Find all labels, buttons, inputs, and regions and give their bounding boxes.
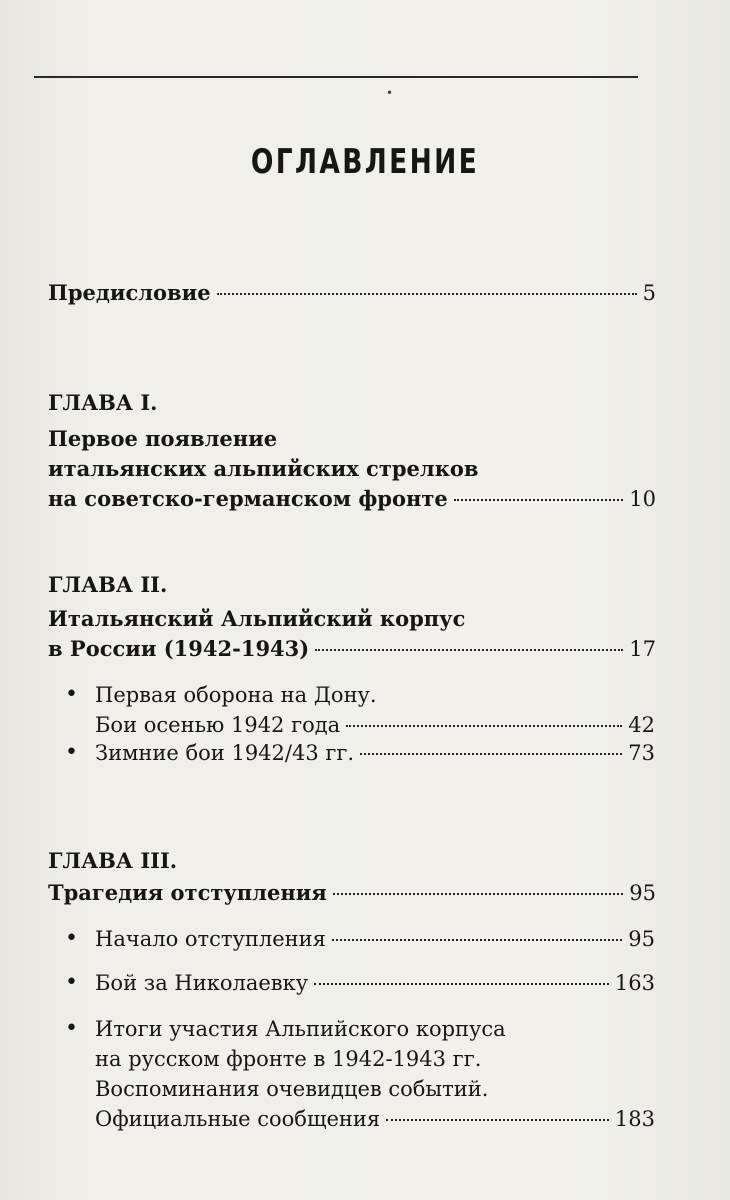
chapter-label-2: ГЛАВА II. (48, 572, 168, 597)
page-number: 183 (614, 1107, 655, 1131)
entry-title: Бои осенью 1942 года (95, 713, 341, 737)
leader-dots (314, 983, 609, 985)
bullet-icon: • (65, 970, 78, 995)
entry-line: на русском фронте в 1942-1943 гг. (95, 1047, 482, 1071)
page-number: 42 (628, 713, 655, 737)
toc-title: ОГЛАВЛЕНИЕ (250, 142, 480, 182)
page-number: 5 (642, 281, 656, 305)
leader-dots (315, 649, 623, 651)
toc-entry-chapter-3[interactable] (48, 878, 656, 908)
entry-line: итальянских альпийских стрелков (48, 456, 479, 481)
bullet-icon: • (65, 1016, 78, 1041)
entry-line: Итальянский Альпийский корпус (48, 606, 466, 631)
page-number: 10 (629, 487, 656, 511)
bullet-icon: • (65, 740, 78, 765)
leader-dots (386, 1119, 609, 1121)
page-number: 95 (628, 927, 655, 951)
toc-entry-chapter-1[interactable] (48, 424, 656, 514)
page-number: 73 (628, 741, 655, 765)
page-number: 163 (614, 971, 655, 995)
toc-subentry-2-2[interactable] (65, 738, 655, 768)
toc-subentry-3-3[interactable] (65, 1014, 655, 1134)
entry-title: Официальные сообщения (95, 1107, 381, 1131)
entry-line: Первое появление (48, 426, 278, 451)
chapter-label-3: ГЛАВА III. (48, 848, 178, 873)
toc-entry-chapter-2[interactable] (48, 604, 656, 664)
toc-entry-preface[interactable] (48, 278, 656, 308)
entry-title: Бой за Николаевку (95, 971, 309, 995)
bullet-icon: • (65, 682, 78, 707)
entry-title: на советско-германском фронте (48, 486, 448, 511)
entry-line: Итоги участия Альпийского корпуса (95, 1017, 506, 1041)
toc-subentry-2-1[interactable] (65, 680, 655, 740)
leader-dots (346, 725, 622, 727)
page-mark: • (386, 86, 394, 100)
page-number: 95 (629, 881, 656, 905)
bullet-icon: • (65, 926, 78, 951)
entry-title: Зимние бои 1942/43 гг. (95, 741, 355, 765)
leader-dots (217, 293, 637, 295)
entry-line: Первая оборона на Дону. (95, 683, 377, 707)
entry-line: Воспоминания очевидцев событий. (95, 1077, 489, 1101)
chapter-label-1: ГЛАВА I. (48, 390, 158, 415)
leader-dots (360, 753, 622, 755)
toc-subentry-3-2[interactable] (65, 968, 655, 998)
entry-title: Предисловие (48, 280, 211, 305)
entry-title: Трагедия отступления (48, 880, 327, 905)
leader-dots (454, 499, 624, 501)
header-rule (34, 76, 638, 78)
leader-dots (332, 939, 622, 941)
entry-title: Начало отступления (95, 927, 326, 951)
leader-dots (333, 893, 623, 895)
entry-title: в России (1942-1943) (48, 636, 310, 661)
toc-subentry-3-1[interactable] (65, 924, 655, 954)
page-number: 17 (629, 637, 656, 661)
